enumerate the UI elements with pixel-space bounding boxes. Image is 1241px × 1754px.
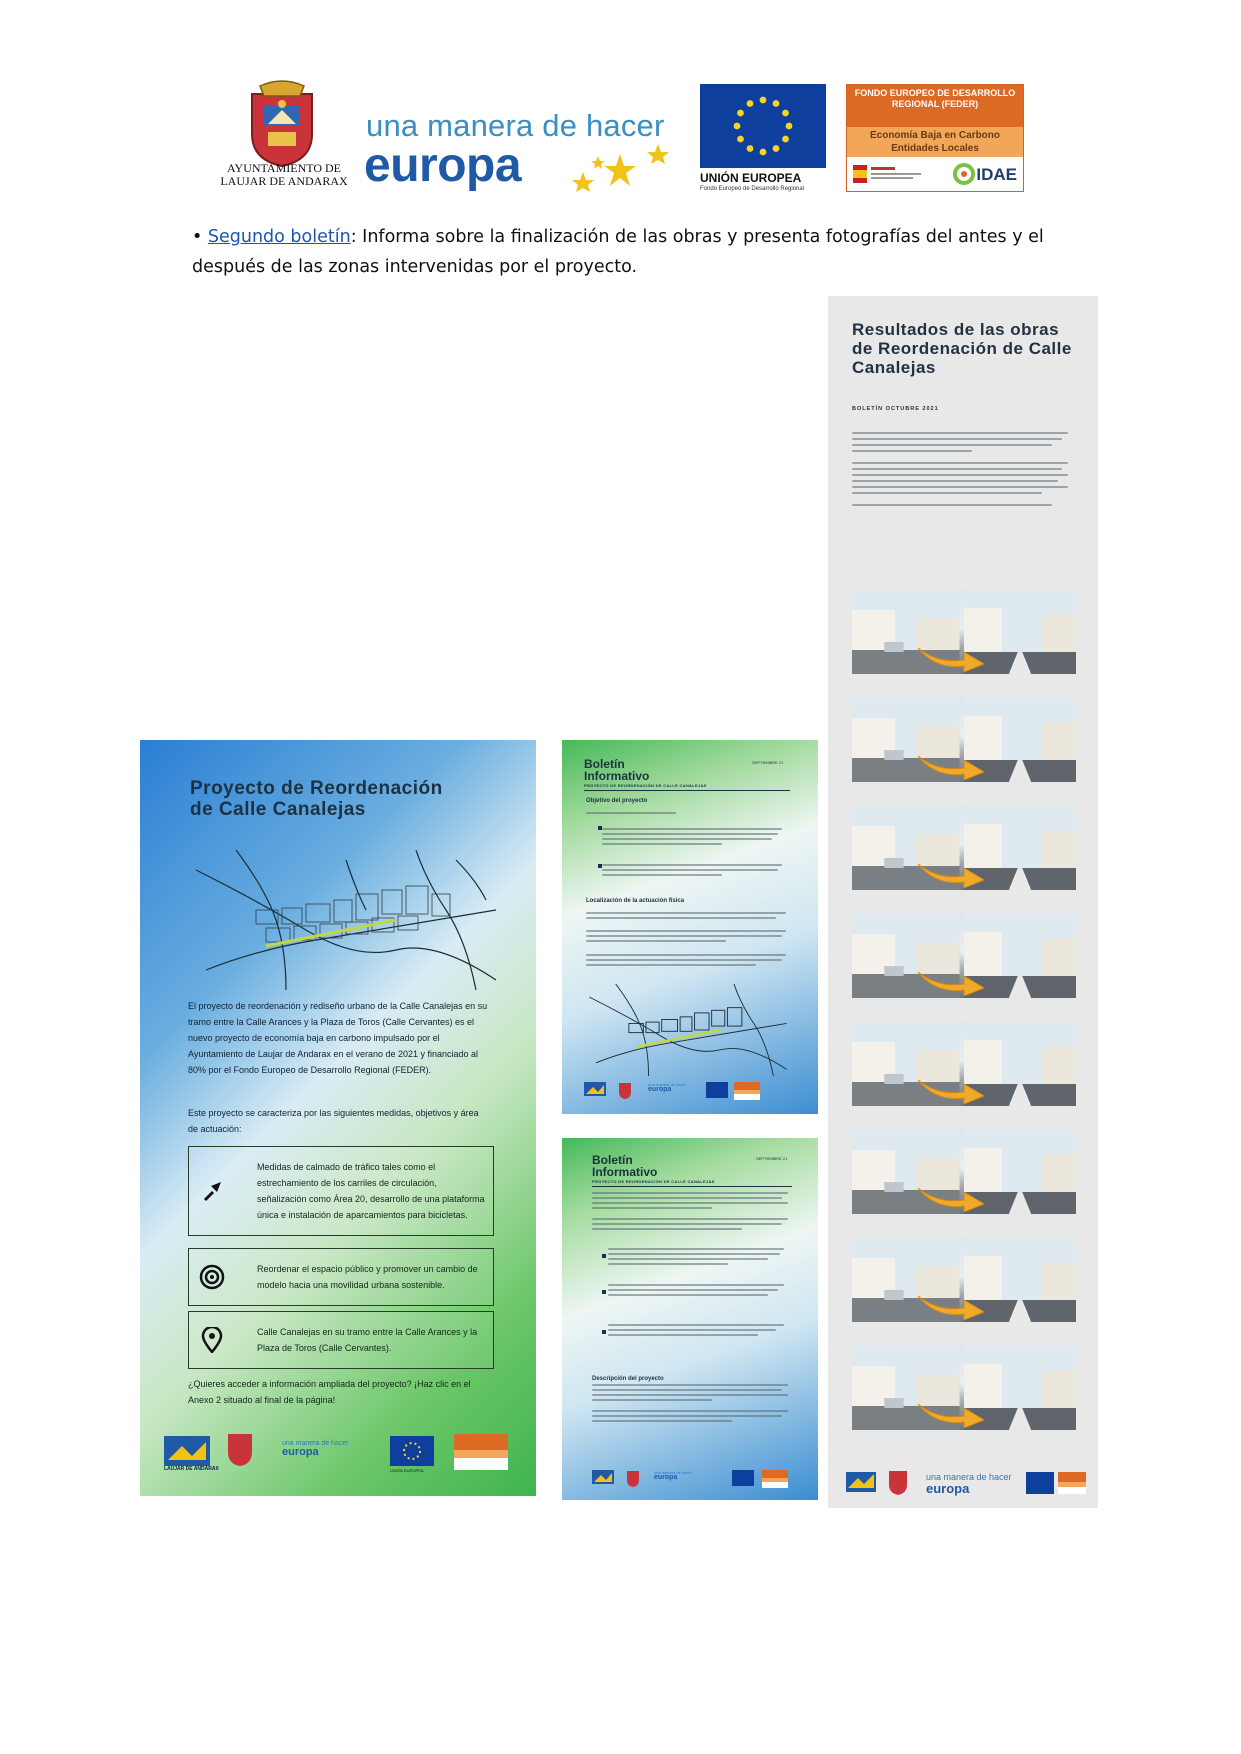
text-line [602, 864, 782, 866]
slogan-line-2: europa [364, 139, 522, 192]
bulletin2-slogan [654, 1470, 692, 1480]
text-line [852, 462, 1068, 464]
text-line [586, 912, 786, 914]
footer-slogan [282, 1440, 349, 1458]
text-line [608, 1289, 778, 1291]
eu-star [760, 149, 767, 156]
objectives-box [188, 1248, 494, 1306]
footer-slogan-line1: una manera de hacer [282, 1440, 349, 1447]
area-text: Calle Canalejas en su tramo entre la Calle Arances y la Plaza de Toros (Calle Cervantes). [257, 1327, 478, 1353]
eu-star [747, 145, 754, 152]
bulletin2-subtitle: PROYECTO DE REORDENACIÓN DE CALLE CANALEJAS [592, 1179, 715, 1184]
arrow-right-icon [918, 1398, 984, 1428]
eu-flag-small-icon [390, 1436, 434, 1466]
arrow-right-icon [918, 750, 984, 780]
eu-flag-small-icon [732, 1470, 754, 1486]
text-line [586, 954, 786, 956]
arrow-right-icon [918, 966, 984, 996]
measures-text: Medidas de calmado de tráfico tales como el estrechamiento de los carriles de circulación, señalización como Área 20, desarrollo de una plataforma única e instalación de aparcamientos para bicicletas. [257, 1162, 485, 1220]
spain-shield-icon [853, 165, 867, 183]
slogan-small-line1: una manera de hacer [648, 1082, 687, 1087]
feder-small-icon [762, 1470, 788, 1488]
text-line [586, 935, 782, 937]
area-box [188, 1311, 494, 1369]
before-after-photo [852, 1238, 1076, 1322]
text-line [608, 1248, 784, 1250]
text-line [592, 1394, 788, 1396]
footer-eu-text: UNIÓN EUROPEA [390, 1468, 424, 1473]
leaflet1-footer-logos [164, 1432, 514, 1476]
bulletin2-heading: Descripción del proyecto [592, 1376, 664, 1382]
eu-star [782, 136, 789, 143]
text-line [592, 1207, 712, 1209]
text-line [592, 1197, 782, 1199]
bulletin1-title: Boletín Informativo [584, 757, 650, 783]
eu-star [734, 123, 741, 130]
crest-small-icon [626, 1470, 640, 1488]
text-line [592, 1192, 788, 1194]
eu-star [760, 97, 767, 104]
bullet [602, 1254, 606, 1258]
municipality-name: AYUNTAMIENTO DE LAUJAR DE ANDARAX [220, 161, 348, 188]
eu-star [782, 110, 789, 117]
bulletin1-footer-logos [584, 1080, 798, 1104]
text-line [592, 1415, 782, 1417]
text-line [852, 504, 1052, 506]
idae-label: IDAE [976, 165, 1017, 184]
laujar-text: LAUJAR DE ANDARAX [164, 1466, 219, 1472]
text-line [592, 1228, 742, 1230]
text-line [602, 833, 778, 835]
feder-program: Economía Baja en Carbono Entidades Locales [847, 127, 1023, 157]
text-line [852, 474, 1068, 476]
text-line [852, 468, 1062, 470]
eu-star [737, 110, 744, 117]
text-line [592, 1420, 732, 1422]
slogan-small-line2: europa [926, 1481, 970, 1496]
bulletin1-subtitle: PROYECTO DE REORDENACIÓN DE CALLE CANALEJAS [584, 783, 707, 788]
eu-flag-icon [700, 84, 826, 168]
arrow-right-icon [918, 858, 984, 888]
text-line [608, 1258, 768, 1260]
text-line [586, 812, 676, 814]
bulletin2-title: Boletín Informativo [592, 1153, 658, 1179]
bullet [602, 1330, 606, 1334]
text-line [608, 1284, 784, 1286]
slogan-small-line1: una manera de hacer [654, 1470, 693, 1475]
bullet [602, 1290, 606, 1294]
trowel-icon [199, 1178, 225, 1204]
before-after-photo [852, 1130, 1076, 1214]
text-line [852, 438, 1062, 440]
eu-sublabel: Fondo Europeo de Desarrollo Regional [700, 186, 805, 192]
text-line [592, 1218, 788, 1220]
eu-label: UNIÓN EUROPEA [700, 171, 802, 185]
laujar-logo-icon [592, 1470, 614, 1488]
eu-flag-small-icon [706, 1082, 728, 1098]
idae-mark-icon [953, 163, 975, 185]
stars-icon [568, 142, 678, 192]
crest-small-icon [888, 1470, 908, 1496]
bulletin2-date: SEPTIEMBRE 21 [756, 1156, 788, 1161]
feder-small-icon [454, 1434, 508, 1470]
eu-star [773, 145, 780, 152]
location-pin-icon [199, 1327, 225, 1353]
text-line [602, 838, 772, 840]
text-line [586, 917, 776, 919]
feder-logo [846, 84, 1024, 192]
before-after-photo [852, 590, 1076, 674]
bulletin2-footer-logos [592, 1468, 802, 1492]
text-line [592, 1389, 782, 1391]
arrow-right-icon [918, 642, 984, 672]
crest-small-icon [618, 1082, 632, 1100]
text-line [586, 959, 782, 961]
text-line [592, 1202, 788, 1204]
before-after-photo [852, 698, 1076, 782]
text-line [602, 874, 722, 876]
measures-box [188, 1146, 494, 1236]
text-line [602, 869, 778, 871]
leaflet-results [828, 296, 1098, 1508]
slogan-small-line1: una manera de hacer [926, 1472, 1012, 1482]
results-date: BOLETÍN OCTUBRE 2021 [852, 406, 939, 412]
results-footer-logos [846, 1470, 1086, 1500]
text-line [608, 1334, 758, 1336]
text-line [608, 1324, 784, 1326]
bulletin1-map [586, 984, 790, 1076]
text-line [592, 1384, 788, 1386]
text-line [852, 492, 1042, 494]
bulletin1-slogan [648, 1082, 686, 1092]
bulletin1-heading1: Objetivo del proyecto [586, 798, 648, 804]
ministry-text-icon [871, 167, 931, 181]
eu-star [737, 136, 744, 143]
eu-star [773, 100, 780, 107]
street-map-illustration [196, 850, 496, 990]
arrow-right-icon [918, 1290, 984, 1320]
bulletin1-divider [584, 790, 790, 791]
bulletin1-date: SEPTIEMBRE 21 [752, 760, 784, 765]
text-line [852, 480, 1058, 482]
before-after-photo [852, 1346, 1076, 1430]
text-line [852, 432, 1068, 434]
arrow-right-icon [918, 1182, 984, 1212]
eu-flag-small-icon [1026, 1472, 1054, 1494]
text-line [852, 486, 1068, 488]
feder-sponsors [847, 157, 1023, 191]
footer-slogan-line2: europa [282, 1446, 319, 1458]
laujar-logo-icon [584, 1082, 606, 1100]
segundo-boletin-link[interactable]: Segundo boletín [207, 227, 351, 247]
eu-star [786, 123, 793, 130]
text-line [608, 1253, 780, 1255]
bullet: • [192, 227, 208, 247]
leaflet1-title: Proyecto de Reordenación de Calle Canalejas [190, 778, 443, 820]
slogan-small-line2: europa [654, 1474, 678, 1481]
results-slogan [926, 1472, 1012, 1496]
feder-small-icon [1058, 1472, 1086, 1494]
municipal-crest-logo [238, 80, 326, 168]
before-after-photo [852, 914, 1076, 998]
leaflet1-features-intro: Este proyecto se caracteriza por las siguientes medidas, objetivos y área de actuación: [188, 1108, 479, 1134]
leaflet1-intro: El proyecto de reordenación y rediseño urbano de la Calle Canalejas en su tramo entre la Calle Arances y la Plaza de Toros (Calle Cervantes) es el nuevo proyecto de economía baja en carbono impulsado por el Ayuntamiento de Laujar de Andarax en el verano de 2021 y financiado al 80% por el Fondo Europeo de Desarrollo Regional (FEDER). [188, 1001, 488, 1075]
text-line [608, 1263, 728, 1265]
before-after-photo [852, 806, 1076, 890]
body-paragraph [192, 222, 1092, 282]
text-line [602, 828, 782, 830]
crest-small-icon [226, 1432, 254, 1466]
text-line [586, 964, 756, 966]
objectives-text: Reordenar el espacio público y promover un cambio de modelo hacia una movilidad urbana sostenible. [257, 1264, 478, 1290]
text-line [586, 940, 726, 942]
text-line [592, 1223, 782, 1225]
bulletin2-divider [592, 1186, 792, 1187]
results-title: Resultados de las obras de Reordenación de Calle Canalejas [852, 320, 1072, 377]
text-line [592, 1399, 712, 1401]
bulletin1-heading2: Localización de la actuación física [586, 898, 685, 904]
text-line [592, 1410, 788, 1412]
text-line [852, 450, 972, 452]
eu-star [747, 100, 754, 107]
arrow-right-icon [918, 1074, 984, 1104]
leaflet1-question: ¿Quieres acceder a información ampliada del proyecto? ¡Haz clic en el Anexo 2 situado al final de la página! [188, 1379, 471, 1405]
feder-title: FONDO EUROPEO DE DESARROLLO REGIONAL (FEDER) [847, 85, 1023, 127]
slogan-small-line2: europa [648, 1086, 672, 1093]
feder-small-icon [734, 1082, 760, 1100]
laujar-logo-icon [846, 1472, 876, 1496]
text-line [586, 930, 786, 932]
target-icon [199, 1264, 225, 1290]
before-after-photo [852, 1022, 1076, 1106]
text-line [608, 1294, 768, 1296]
text-line [602, 843, 722, 845]
text-line [852, 444, 1052, 446]
slogan-line-1: una manera de hacer [366, 108, 665, 143]
text-line [608, 1329, 776, 1331]
paragraph-text: : Informa sobre la finalización de las obras y presenta fotografías del antes y el después de las zonas intervenidas por el proyecto. [192, 227, 1044, 277]
